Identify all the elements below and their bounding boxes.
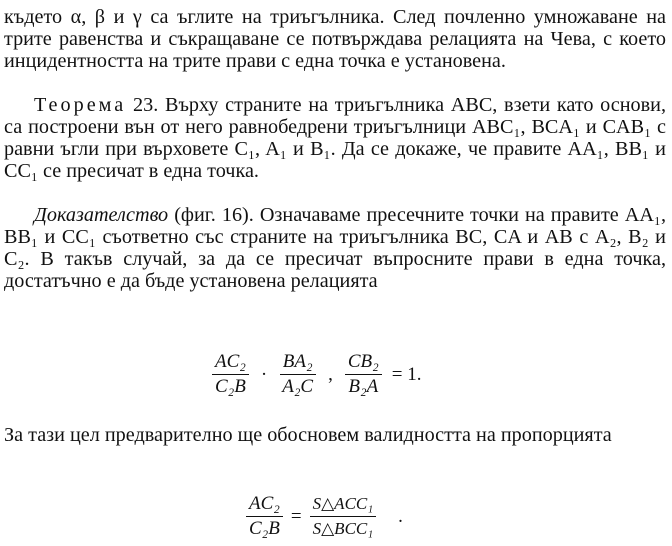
theorem-number: 23. bbox=[133, 94, 159, 116]
theorem-text: Върху страните на триъгълника ABC, взети като основи, са построени вън от него равнобедрени триъгълници ABC₁, BCA₁ и CAB₁ с равни ъгли при върховете C₁, A₁ и B₁. Да се докаже, че правите AA₁, BB₁ и CC₁ се пресичат в една точка. bbox=[4, 94, 667, 182]
fraction-area-ratio bbox=[310, 494, 377, 539]
period: . bbox=[398, 505, 403, 527]
proof-paragraph bbox=[4, 204, 666, 292]
fraction-numerator: AC₂ bbox=[246, 494, 283, 517]
theorem-title: Теорема bbox=[34, 94, 127, 116]
cheva-relation-formula bbox=[212, 352, 433, 397]
comma-sign: , bbox=[328, 363, 333, 385]
equals-sign: = bbox=[290, 505, 302, 527]
proof-text: (фиг. 16). Означаваме пресечните точки на правите AA₁, BB₁ и CC₁ съответно със страните на триъгълника BC, CA и AB с A₂, B₂ и C₂. В такъв случай, за да се пресичат въпросните прави в една точка, достатъчно е да бъде установена релацията bbox=[4, 204, 666, 292]
fraction-cb2-b2a bbox=[345, 352, 382, 397]
area-acc1: S△ACC₁ bbox=[310, 494, 377, 517]
theorem-23 bbox=[4, 94, 666, 182]
fraction-denominator: C₂B bbox=[249, 518, 280, 539]
fraction-denominator: C₂B bbox=[215, 376, 246, 397]
area-ratio-formula bbox=[246, 494, 415, 539]
fraction-ac2-c2b bbox=[212, 352, 249, 397]
fraction-denominator: B₂A bbox=[348, 376, 379, 397]
proof-label: Доказателство bbox=[34, 204, 169, 226]
fraction-denominator: A₂C bbox=[282, 376, 314, 397]
fraction-ba2-a2c bbox=[279, 352, 316, 397]
multiply-sign: · bbox=[260, 363, 268, 385]
fraction-numerator: AC₂ bbox=[212, 352, 249, 375]
paragraph-proportion-intro: За тази цел предварително ще обосновем валидността на пропорцията bbox=[4, 424, 612, 446]
fraction-numerator: BA₂ bbox=[280, 352, 316, 375]
equals-one: = 1. bbox=[391, 363, 422, 385]
fraction-ac2-c2b bbox=[246, 494, 283, 539]
area-bcc1: S△BCC₁ bbox=[312, 519, 374, 538]
fraction-numerator: CB₂ bbox=[345, 352, 382, 375]
paragraph-cheva-conclusion: където α, β и γ са ъглите на триъгълника. След почленно умножаване на трите равенства и съкращаване се потвърждава релацията на Чева, с което инцидентността на трите прави с една точка е установена. bbox=[4, 6, 666, 72]
